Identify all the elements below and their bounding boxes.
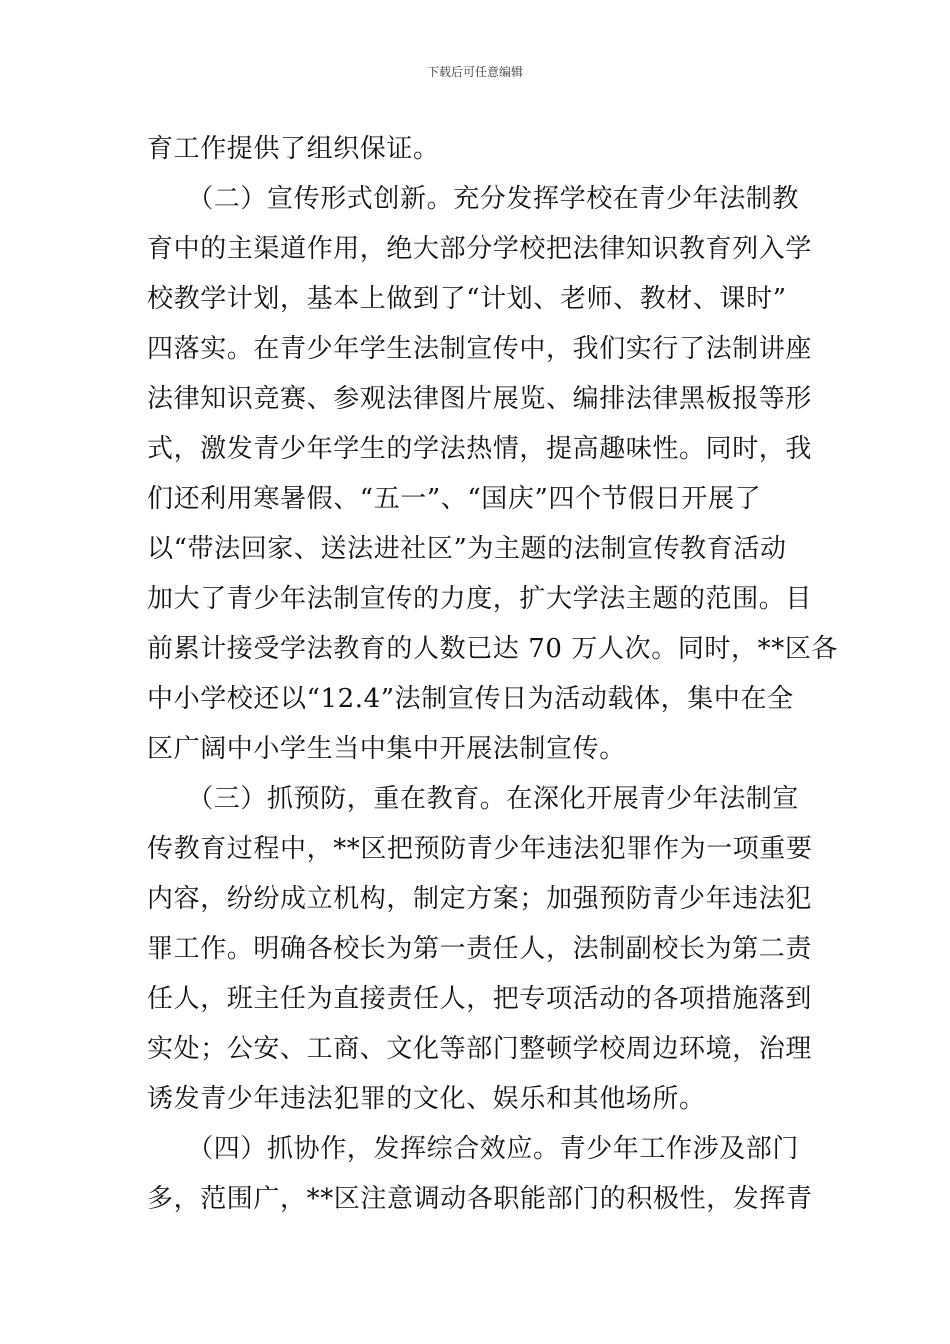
text-line: 诱发青少年违法犯罪的文化、娱乐和其他场所。 — [147, 1084, 706, 1114]
text-line: 实处；公安、工商、文化等部门整顿学校周边环境，治理 — [147, 1034, 813, 1064]
text-line: 任人，班主任为直接责任人，把专项活动的各项措施落到 — [147, 984, 813, 1014]
text-line: 区广阔中小学生当中集中开展法制宣传。 — [147, 734, 626, 764]
text-line: 法律知识竞赛、参观法律图片展览、编排法律黑板报等形 — [147, 384, 813, 414]
text-line: 中小学校还以“12.4”法制宣传日为活动载体，集中在全 — [147, 684, 794, 714]
text-line: 育中的主渠道作用，绝大部分学校把法律知识教育列入学 — [147, 234, 813, 264]
text-line: 式，激发青少年学生的学法热情，提高趣味性。同时，我 — [147, 434, 813, 464]
text-line: 内容，纷纷成立机构，制定方案；加强预防青少年违法犯 — [147, 884, 813, 914]
text-line: 前累计接受学法教育的人数已达 70 万人次。同时，**区各 — [147, 634, 839, 664]
text-line: 加大了青少年法制宣传的力度，扩大学法主题的范围。目 — [147, 584, 813, 614]
text-line: 校教学计划，基本上做到了“计划、老师、教材、课时” — [147, 284, 787, 314]
text-line: 四落实。在青少年学生法制宣传中，我们实行了法制讲座 — [147, 334, 813, 364]
page-header: 下载后可任意编辑 — [426, 65, 523, 79]
text-line: （三）抓预防，重在教育。在深化开展青少年法制宣 — [147, 784, 800, 814]
text-line: （二）宣传形式创新。充分发挥学校在青少年法制教 — [147, 184, 800, 214]
text-line: 以“带法回家、送法进社区”为主题的法制宣传教育活动 — [147, 534, 787, 564]
text-line: 罪工作。明确各校长为第一责任人，法制副校长为第二责 — [147, 934, 813, 964]
text-line: 传教育过程中，**区把预防青少年违法犯罪作为一项重要 — [147, 834, 813, 864]
text-line: 多，范围广，**区注意调动各职能部门的积极性，发挥青 — [147, 1184, 813, 1214]
text-line: 们还利用寒暑假、“五一”、“国庆”四个节假日开展了 — [147, 484, 762, 514]
text-line: 育工作提供了组织保证。 — [147, 134, 440, 164]
text-line: （四）抓协作，发挥综合效应。青少年工作涉及部门 — [147, 1134, 800, 1164]
